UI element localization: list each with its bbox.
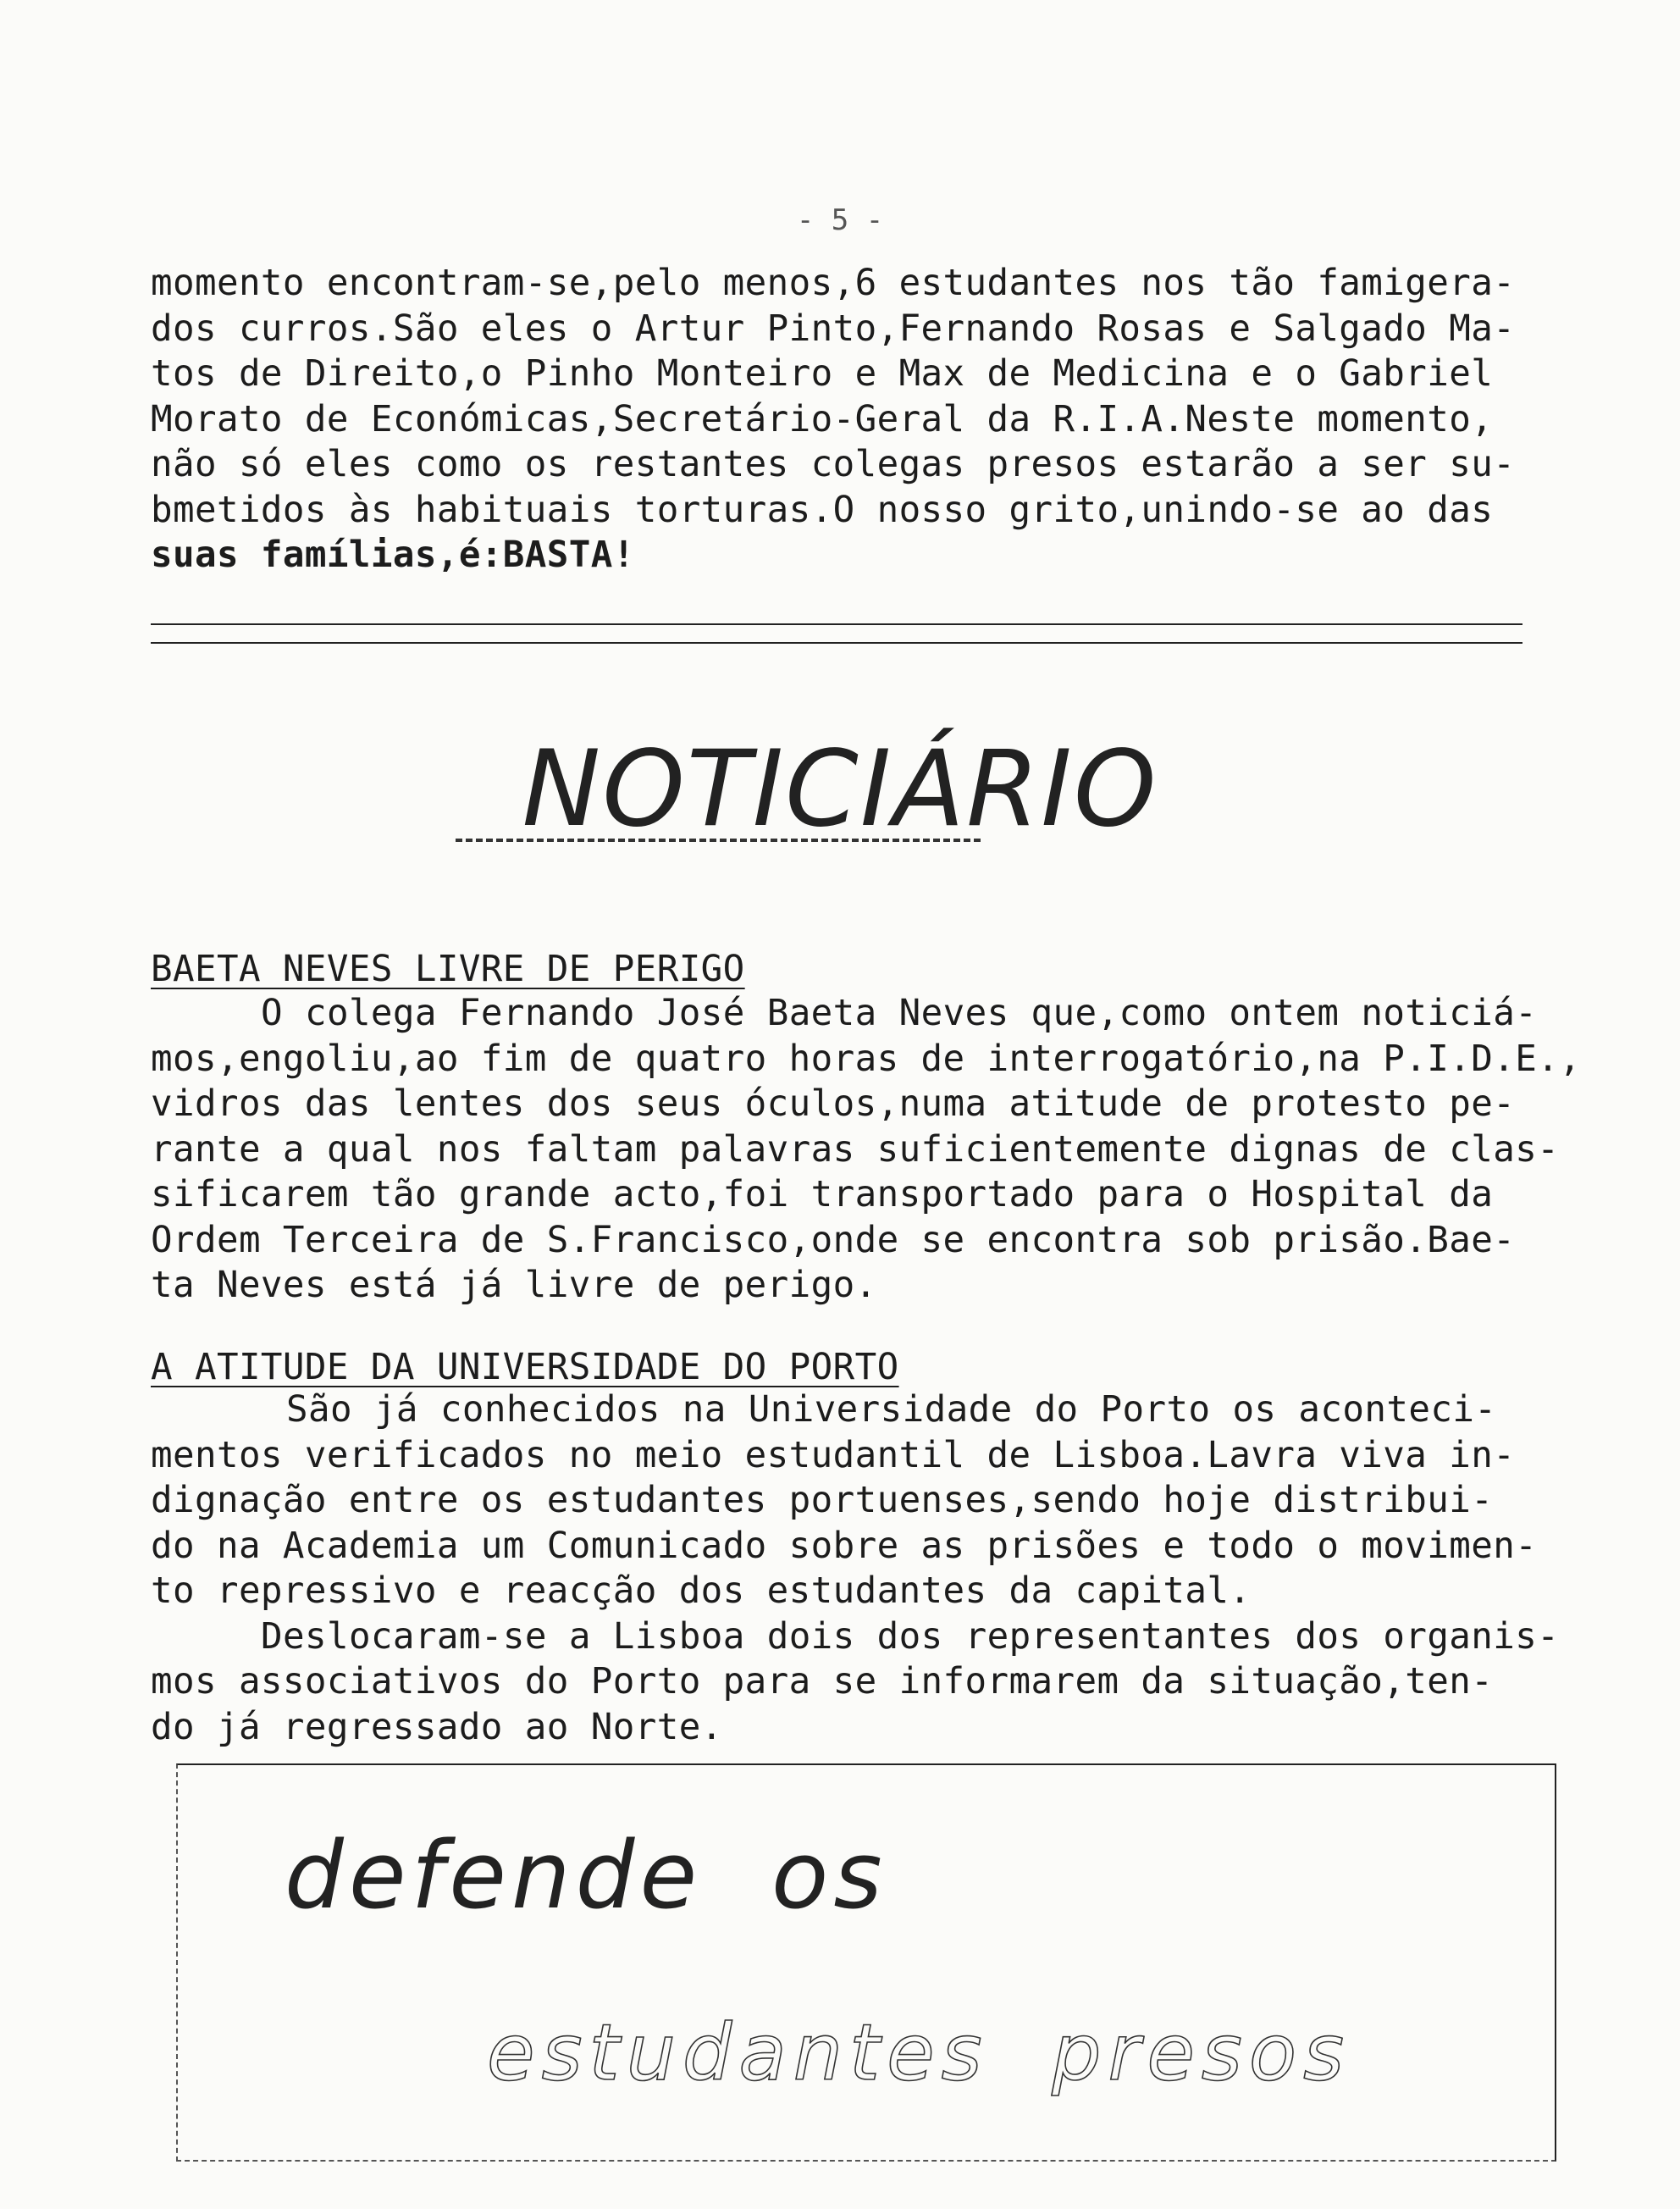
news-article-2 — [151, 1387, 1560, 1750]
news-article-1 — [151, 991, 1582, 1309]
text-line: to repressivo e reacção dos estudantes da capital. — [151, 1570, 1252, 1612]
text-line: Ordem Terceira de S.Francisco,onde se encontra sob prisão.Bae- — [151, 1219, 1516, 1261]
text-line: Morato de Económicas,Secretário-Geral da R.I.A.Neste momento, — [151, 398, 1494, 440]
intro-paragraph — [151, 261, 1539, 579]
masthead-title: NOTICIÁRIO — [522, 728, 1158, 850]
divider-rule-top — [151, 623, 1522, 625]
slogan-line-2: estudantes presos — [487, 2007, 1351, 2098]
text-line: mentos verificados no meio estudantil de Lisboa.Lavra viva in- — [151, 1434, 1516, 1476]
text-line: dos curros.São eles o Artur Pinto,Fernando Rosas e Salgado Ma- — [151, 307, 1516, 350]
masthead-underline — [456, 839, 981, 842]
text-line: vidros das lentes dos seus óculos,numa atitude de protesto pe- — [151, 1083, 1516, 1125]
text-line: do na Academia um Comunicado sobre as prisões e todo o movimen- — [151, 1525, 1538, 1567]
text-line: dignação entre os estudantes portuenses,sendo hoje distribui- — [151, 1480, 1494, 1521]
divider-rule-bottom — [151, 642, 1522, 644]
text-line: O colega Fernando José Baeta Neves que,como ontem noticiá- — [261, 993, 1538, 1034]
text-line: momento encontram-se,pelo menos,6 estudantes nos tão famigera- — [151, 263, 1516, 304]
news-headline-2: A ATITUDE DA UNIVERSIDADE DO PORTO — [151, 1347, 899, 1388]
text-line: do já regressado ao Norte. — [151, 1706, 723, 1748]
text-line: sificarem tão grande acto,foi transportado para o Hospital da — [151, 1174, 1494, 1215]
text-line: ta Neves está já livre de perigo. — [151, 1265, 877, 1306]
news-headline-1: BAETA NEVES LIVRE DE PERIGO — [151, 949, 745, 990]
text-line: bmetidos às habituais torturas.O nosso grito,unindo-se ao das — [151, 489, 1494, 531]
text-line: não só eles como os restantes colegas presos estarão a ser su- — [151, 444, 1516, 485]
page-number: - 5 - — [796, 203, 884, 237]
text-line: Deslocaram-se a Lisboa dois dos representantes dos organis- — [261, 1615, 1560, 1658]
text-line: mos associativos do Porto para se informarem da situação,ten- — [151, 1661, 1494, 1702]
text-line: suas famílias,é:BASTA! — [151, 534, 635, 576]
text-line: mos,engoliu,ao fim de quatro horas de interrogatório,na P.I.D.E., — [151, 1038, 1582, 1080]
text-line: rante a qual nos faltam palavras suficientemente dignas de clas- — [151, 1128, 1560, 1171]
text-line: tos de Direito,o Pinho Monteiro e Max de Medicina e o Gabriel — [151, 353, 1494, 395]
text-line: São já conhecidos na Universidade do Porto os aconteci- — [286, 1389, 1497, 1431]
slogan-line-1: defende os — [285, 1821, 887, 1929]
